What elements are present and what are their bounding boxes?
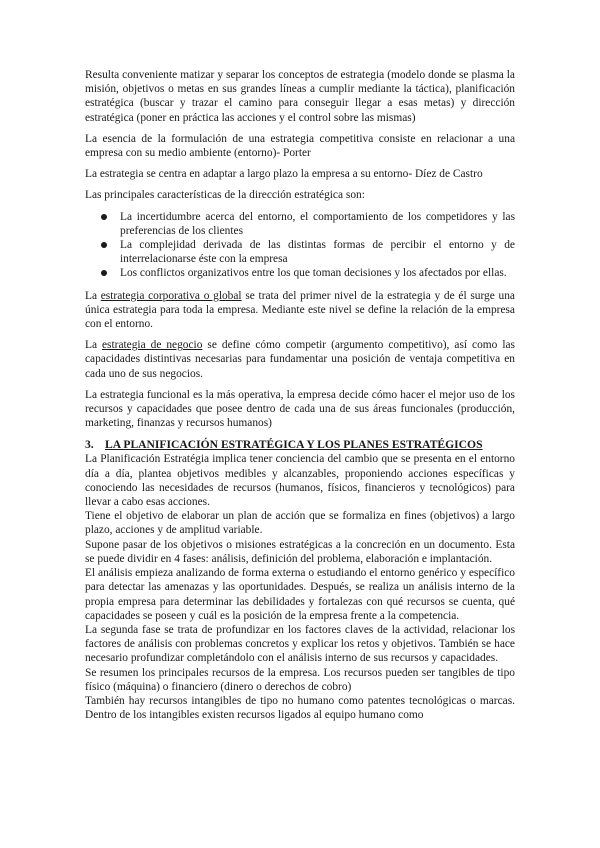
business-post: se define cómo competir (argumento competitivo), así como las capacidades distintivas necesarias para fundamentar una posición de ventaja competitiva en cada uno de sus negocios. (85, 339, 515, 380)
document-page (85, 68, 515, 722)
characteristics-list (85, 210, 515, 281)
corporate-strategy-paragraph (85, 289, 515, 332)
body-paragraph: Tiene el objetivo de elaborar un plan de acción que se formaliza en fines (objetivos) a largo plazo, acciones y de amplitud variable. (85, 510, 515, 537)
body-paragraph: También hay recursos intangibles de tipo no humano como patentes tecnológicas o marcas. Dentro de los intangibles existen recursos ligados al equipo humano como (85, 694, 515, 722)
body-paragraph: La segunda fase se trata de profundizar en los factores claves de la actividad, relacionar los factores de análisis con problemas concretos y explicar los retos y objetivos. También se hace necesario profundizar completándolo con el análisis interno de sus recursos y capacidades. (85, 623, 515, 665)
corporate-post: se trata del primer nivel de la estrategia y de él surge una única estrategia para toda la empresa. Mediante este nivel se define la relación de la empresa con el entorno. (85, 289, 515, 331)
body-paragraph: Se resumen los principales recursos de la empresa. Los recursos pueden ser tangibles de tipo físico (máquina) o financiero (dinero o derechos de cobro) (85, 666, 515, 693)
business-pre: La (85, 339, 102, 352)
corporate-pre: La (85, 289, 101, 302)
body-paragraph: El análisis empieza analizando de forma externa o estudiando el entorno genérico y específico para detectar las amenazas y las oportunidades. Después, se realiza un análisis interno de la propia empresa para determinar las debilidades y fortalezas con qué recursos se cuenta, qué capacidades se poseen y cuál es la posición de la empresa frente a la competencia. (85, 567, 515, 622)
body-paragraph: La Planificación Estratégia implica tener conciencia del cambio que se presenta en el entorno día a día, plantea objetivos medibles y alcanzables, proponiendo acciones específicas y conociendo las necesidades de recursos (humanos, físicos, financieros y tecnológicos) para llevar a cabo esas acciones. (85, 453, 515, 509)
body-paragraph: Supone pasar de los objetivos o misiones estratégicas a la concreción en un documento. Esta se puede dividir en 4 fases: análisis, definición del problema, elaboración e implantación. (85, 538, 515, 565)
functional-strategy-paragraph: La estrategia funcional es la más operativa, la empresa decide cómo hacer el mejor uso de los recursos y capacidades que posee dentro de cada una de sus áreas funcionales (producción, marketing, finanzas y recursos humanos) (85, 388, 515, 430)
corporate-strategy-term: estrategia corporativa o global (100, 289, 242, 302)
section-title: LA PLANIFICACIÓN ESTRATÉGICA Y LOS PLANES ESTRATÉGICOS (105, 438, 483, 452)
list-item: La incertidumbre acerca del entorno, el comportamiento de los competidores y las preferencias de los clientes (85, 210, 515, 238)
section-heading (85, 438, 515, 452)
intro-paragraph-porter: La esencia de la formulación de una estrategia competitiva consiste en relacionar a una empresa con su medio ambiente (entorno)- Porter (85, 132, 515, 160)
characteristics-intro: Las principales características de la dirección estratégica son: (85, 189, 365, 202)
section-number: 3. (85, 438, 94, 452)
business-strategy-paragraph (85, 338, 515, 381)
business-strategy-term: estrategia de negocio (102, 339, 203, 352)
list-item: Los conflictos organizativos entre los que toman decisiones y los afectados por ellas. (85, 266, 515, 280)
intro-paragraph-diez-de-castro: La estrategia se centra en adaptar a largo plazo la empresa a su entorno- Díez de Castro (85, 168, 483, 181)
intro-paragraph-concepts: Resulta conveniente matizar y separar los conceptos de estrategia (modelo donde se plasma la misión, objetivos o metas en sus grandes líneas a cumplir mediante la táctica), planificación estratégica (buscar y trazar el camino para conseguir llegar a esas metas) y dirección estratégica (poner en práctica las acciones y el control sobre las mismas) (85, 69, 515, 124)
list-item: La complejidad derivada de las distintas formas de percibir el entorno y de interrelacionarse éste con la empresa (85, 238, 515, 266)
